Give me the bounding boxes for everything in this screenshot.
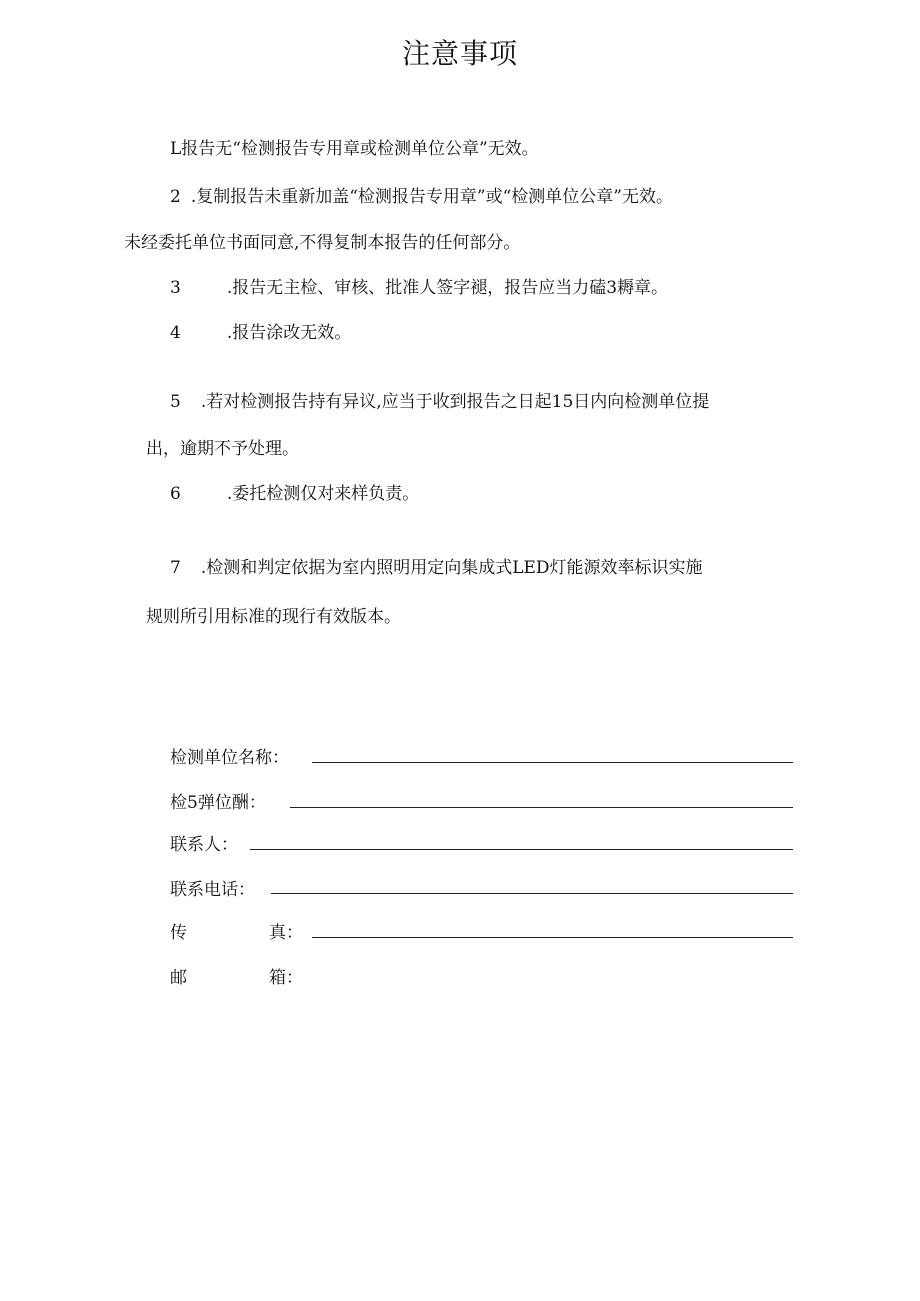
note-4-text: .报告涂改无效。	[226, 323, 352, 343]
note-6-number: 6	[170, 484, 181, 504]
field-phone-line	[271, 893, 793, 894]
note-5	[170, 387, 709, 412]
field-unit-name-label: 检测单位名称：	[170, 748, 289, 768]
note-7-continued: 规则所引用标准的现行有效版本。	[146, 607, 401, 627]
note-5-continued: 出，逾期不予处理。	[146, 439, 299, 459]
field-fax-label-a: 传	[170, 923, 187, 943]
note-7	[170, 553, 703, 578]
field-contact-line	[250, 849, 793, 850]
field-fax-label-b: 真：	[269, 923, 303, 943]
note-6-text: .委托检测仅对来样负责。	[226, 484, 420, 504]
field-phone-label: 联系电话：	[170, 880, 255, 900]
note-3-text: .报告无主检、审核、批准人签字褪，报告应当力磕3耨章。	[226, 278, 669, 298]
field-contact-label: 联系人：	[170, 835, 238, 855]
note-2-text: .复制报告未重新加盖“检测报告专用章”或“检测单位公章”无效。	[190, 187, 673, 207]
field-fax-label	[170, 918, 303, 943]
note-5-text: .若对检测报告持有异议,应当于收到报告之日起15日内向检测单位提	[200, 392, 710, 412]
note-3-number: 3	[170, 278, 181, 298]
note-2-continued: 未经委托单位书面同意,不得复制本报告的任何部分。	[124, 233, 521, 253]
note-2-number: 2	[170, 187, 181, 207]
note-1: L报告无“检测报告专用章或检测单位公章”无效。	[170, 139, 539, 159]
field-unit-address-line	[290, 807, 793, 808]
field-mail-label-b: 箱：	[269, 968, 303, 988]
note-2	[170, 182, 673, 207]
field-mail-label	[170, 963, 303, 988]
field-mail-label-a: 邮	[170, 968, 187, 988]
note-6	[170, 479, 419, 504]
field-unit-address-label: 检5弹位酬：	[170, 793, 266, 813]
note-3	[170, 273, 668, 298]
note-4-number: 4	[170, 323, 181, 343]
note-5-number: 5	[170, 392, 181, 412]
field-unit-name-line	[312, 762, 793, 763]
field-fax-line	[312, 937, 793, 938]
page-title: 注意事项	[401, 37, 518, 70]
note-7-text: .检测和判定依据为室内照明用定向集成式LED灯能源效率标识实施	[200, 558, 703, 578]
note-4	[170, 318, 351, 343]
note-7-number: 7	[170, 558, 181, 578]
